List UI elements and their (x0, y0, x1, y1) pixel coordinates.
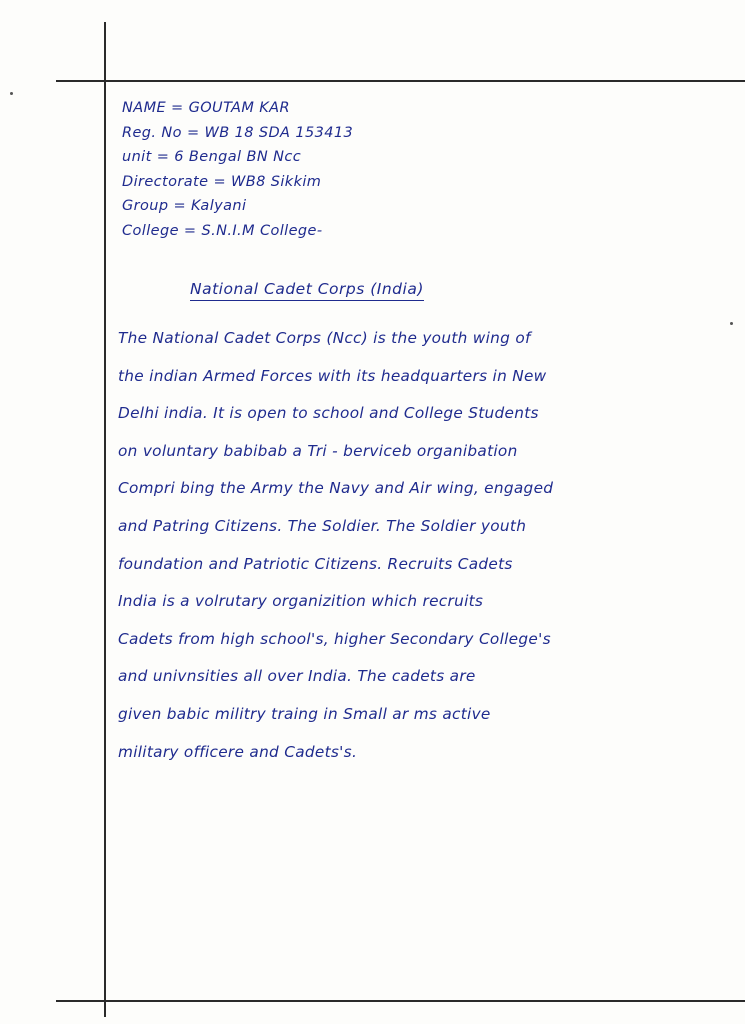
detail-name: NAME = GOUTAM KAR (122, 100, 290, 116)
detail-reg-no: Reg. No = WB 18 SDA 153413 (122, 124, 354, 141)
paragraph-line: Cadets from high school's, higher Secondary College's (118, 629, 551, 648)
paragraph-line: Compri bing the Army the Navy and Air wing, engaged (118, 479, 554, 498)
paragraph-line: given babic militry traing in Small ar ms active (118, 704, 491, 723)
student-details (122, 96, 353, 244)
paragraph-line: foundation and Patriotic Citizens. Recruits Cadets (118, 554, 513, 573)
paragraph-line: The National Cadet Corps (Ncc) is the youth wing of (118, 329, 531, 347)
detail-directorate: Directorate = WB8 Sikkim (122, 173, 322, 190)
detail-unit: unit = 6 Bengal BN Ncc (122, 149, 302, 166)
paragraph-line: and univnsities all over India. The cadets are (118, 667, 476, 686)
paragraph-line: and Patring Citizens. The Soldier. The Soldier youth (118, 516, 527, 535)
paragraph-line: military officere and Cadets's. (118, 742, 358, 761)
margin-line (104, 22, 106, 1017)
paragraph-line: the indian Armed Forces with its headquarters in New (118, 366, 547, 385)
paragraph-line: on voluntary babibab a Tri - berviceb organibation (118, 441, 518, 460)
paragraph-line: India is a volrutary organizition which recruits (118, 592, 484, 611)
bottom-rule-line (56, 1000, 745, 1002)
essay-heading: National Cadet Corps (India) (190, 280, 424, 301)
top-rule-line (56, 80, 745, 82)
detail-group: Group = Kalyani (122, 198, 247, 215)
essay-paragraph (118, 320, 730, 771)
detail-college: College = S.N.I.M College- (122, 222, 323, 239)
paragraph-line: Delhi india. It is open to school and College Students (118, 404, 539, 423)
scan-speck (730, 322, 733, 325)
scan-speck (10, 92, 13, 95)
